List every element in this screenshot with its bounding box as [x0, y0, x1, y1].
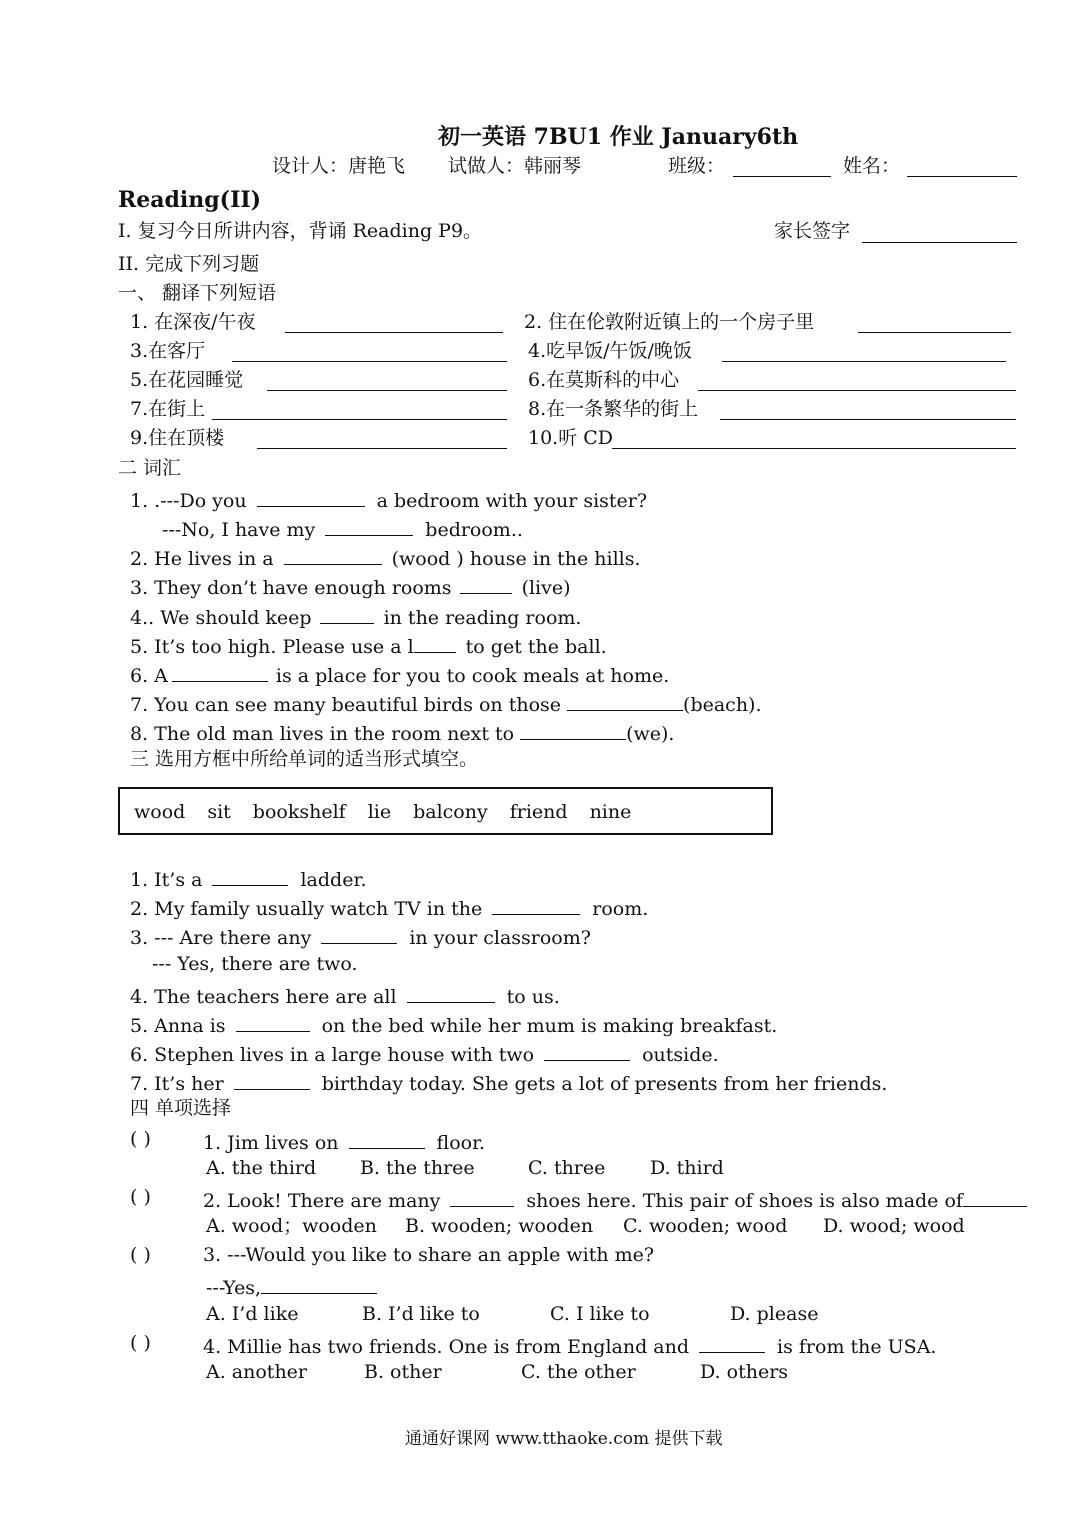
- mc-question: ---Yes,: [206, 1275, 377, 1298]
- word-box-word: bookshelf: [252, 801, 346, 823]
- answer-blank[interactable]: [460, 575, 512, 594]
- fill-question: 7. It’s her birthday today. She gets a lot of presents from her friends.: [130, 1073, 888, 1095]
- answer-blank[interactable]: [567, 692, 683, 711]
- mc-option[interactable]: B. I’d like to: [362, 1303, 480, 1325]
- answer-blank[interactable]: [722, 361, 1006, 362]
- answer-paren[interactable]: ( ): [130, 1186, 151, 1208]
- answer-paren[interactable]: ( ): [130, 1244, 151, 1266]
- vocab-question: 6. A is a place for you to cook meals at home.: [130, 665, 670, 687]
- answer-blank[interactable]: [858, 332, 1011, 333]
- mc-option[interactable]: B. the three: [360, 1157, 475, 1179]
- tester: 试做人：韩丽琴: [448, 155, 582, 177]
- answer-blank[interactable]: [285, 332, 503, 333]
- answer-blank[interactable]: [544, 1042, 630, 1061]
- vocab-question: ---No, I have my bedroom..: [162, 519, 523, 541]
- phrase-item: 6.在莫斯科的中心: [528, 369, 680, 391]
- part2-heading: 二 词汇: [118, 457, 182, 479]
- vocab-question: 8. The old man lives in the room next to (we).: [130, 723, 675, 745]
- name-blank[interactable]: [907, 176, 1017, 177]
- fill-question: 2. My family usually watch TV in the room.: [130, 898, 649, 920]
- parent-sign-label: 家长签字: [774, 220, 851, 242]
- designer: 设计人：唐艳飞: [272, 155, 406, 177]
- phrase-item: 7.在街上: [130, 398, 206, 420]
- phrase-item: 5.在花园睡觉: [130, 369, 244, 391]
- answer-blank[interactable]: [234, 1071, 310, 1090]
- mc-option[interactable]: A. wood；wooden: [206, 1215, 377, 1237]
- section-heading: Reading(II): [118, 187, 262, 213]
- answer-paren[interactable]: ( ): [130, 1128, 151, 1150]
- word-box-word: lie: [367, 801, 392, 823]
- answer-blank[interactable]: [284, 546, 382, 565]
- word-box-word: friend: [509, 801, 568, 823]
- vocab-question: 5. It’s too high. Please use a l to get the ball.: [130, 636, 607, 658]
- mc-question: 2. Look! There are many shoes here. This pair of shoes is also made of: [203, 1188, 1027, 1211]
- phrase-item: 1. 在深夜/午夜: [130, 311, 256, 333]
- fill-question: 5. Anna is on the bed while her mum is making breakfast.: [130, 1015, 778, 1037]
- answer-blank[interactable]: [520, 721, 626, 740]
- mc-option[interactable]: C. three: [528, 1157, 606, 1179]
- class-blank[interactable]: [733, 176, 831, 177]
- vocab-question: 7. You can see many beautiful birds on those (beach).: [130, 694, 762, 716]
- instruction-2: II. 完成下列习题: [118, 253, 260, 275]
- word-box-word: sit: [207, 801, 231, 823]
- mc-option[interactable]: C. I like to: [550, 1303, 650, 1325]
- answer-blank[interactable]: [232, 361, 507, 362]
- phrase-item: 8.在一条繁华的街上: [528, 398, 699, 420]
- part1-heading: 一、 翻译下列短语: [118, 282, 277, 304]
- answer-blank[interactable]: [492, 896, 580, 915]
- answer-blank[interactable]: [720, 419, 1016, 420]
- answer-blank[interactable]: [450, 1188, 514, 1207]
- answer-blank[interactable]: [407, 984, 495, 1003]
- answer-blank[interactable]: [257, 488, 365, 507]
- answer-blank[interactable]: [212, 867, 288, 886]
- name-label: 姓名：: [843, 155, 901, 177]
- mc-option[interactable]: A. the third: [206, 1157, 317, 1179]
- fill-question: --- Yes, there are two.: [152, 953, 358, 975]
- answer-blank[interactable]: [172, 663, 268, 682]
- word-box: [118, 787, 773, 835]
- phrase-item: 9.住在顶楼: [130, 427, 225, 449]
- answer-blank[interactable]: [257, 448, 507, 449]
- page-title: 初一英语 7BU1 作业 January6th: [438, 124, 799, 150]
- word-box-word: balcony: [413, 801, 488, 823]
- fill-question: 4. The teachers here are all to us.: [130, 986, 560, 1008]
- mc-question: 4. Millie has two friends. One is from England and is from the USA.: [203, 1336, 937, 1358]
- instruction-1: I. 复习今日所讲内容，背诵 Reading P9。: [118, 220, 483, 242]
- phrase-item: 2. 住在伦敦附近镇上的一个房子里: [524, 311, 815, 333]
- vocab-question: 2. He lives in a (wood ) house in the hills.: [130, 548, 641, 570]
- mc-option[interactable]: A. another: [206, 1361, 308, 1383]
- answer-blank[interactable]: [320, 605, 374, 624]
- fill-question: 6. Stephen lives in a large house with two outside.: [130, 1044, 719, 1066]
- mc-question: 1. Jim lives on floor.: [203, 1132, 486, 1154]
- class-label: 班级：: [668, 155, 726, 177]
- mc-option[interactable]: C. wooden; wood: [623, 1215, 788, 1237]
- fill-question: 1. It’s a ladder.: [130, 869, 367, 891]
- answer-blank[interactable]: [349, 1130, 425, 1149]
- mc-option[interactable]: B. wooden; wooden: [405, 1215, 594, 1237]
- answer-blank[interactable]: [699, 1334, 765, 1353]
- mc-option[interactable]: D. third: [650, 1157, 724, 1179]
- part4-heading: 四 单项选择: [130, 1097, 232, 1119]
- mc-option[interactable]: C. the other: [521, 1361, 636, 1383]
- parent-sign-blank[interactable]: [862, 242, 1017, 243]
- word-box-word: nine: [589, 801, 632, 823]
- word-box-word: wood: [134, 801, 186, 823]
- mc-option[interactable]: B. other: [364, 1361, 442, 1383]
- mc-question: 3. ---Would you like to share an apple with me?: [203, 1244, 655, 1266]
- answer-paren[interactable]: ( ): [130, 1332, 151, 1354]
- mc-option[interactable]: D. please: [730, 1303, 819, 1325]
- answer-blank[interactable]: [698, 390, 1016, 391]
- answer-blank[interactable]: [236, 1013, 310, 1032]
- vocab-question: 1. .---Do you a bedroom with your sister?: [130, 490, 648, 512]
- mc-option[interactable]: A. I’d like: [206, 1303, 299, 1325]
- mc-option[interactable]: D. wood; wood: [823, 1215, 965, 1237]
- answer-blank[interactable]: [612, 448, 1016, 449]
- fill-question: 3. --- Are there any in your classroom?: [130, 927, 591, 949]
- answer-blank[interactable]: [325, 517, 413, 536]
- footer-credit: 通通好课网 www.tthaoke.com 提供下载: [405, 1429, 723, 1449]
- phrase-item: 10.听 CD: [528, 427, 614, 449]
- phrase-item: 4.吃早饭/午饭/晚饭: [528, 340, 692, 362]
- answer-blank[interactable]: [414, 634, 456, 653]
- answer-blank[interactable]: [321, 925, 397, 944]
- answer-blank[interactable]: [212, 419, 507, 420]
- answer-blank[interactable]: [261, 1275, 377, 1294]
- part3-heading: 三 选用方框中所给单词的适当形式填空。: [130, 748, 479, 770]
- answer-blank[interactable]: [963, 1188, 1027, 1207]
- answer-blank[interactable]: [267, 390, 507, 391]
- mc-option[interactable]: D. others: [700, 1361, 789, 1383]
- vocab-question: 3. They don’t have enough rooms (live): [130, 577, 571, 599]
- vocab-question: 4.. We should keep in the reading room.: [130, 607, 582, 629]
- phrase-item: 3.在客厅: [130, 340, 206, 362]
